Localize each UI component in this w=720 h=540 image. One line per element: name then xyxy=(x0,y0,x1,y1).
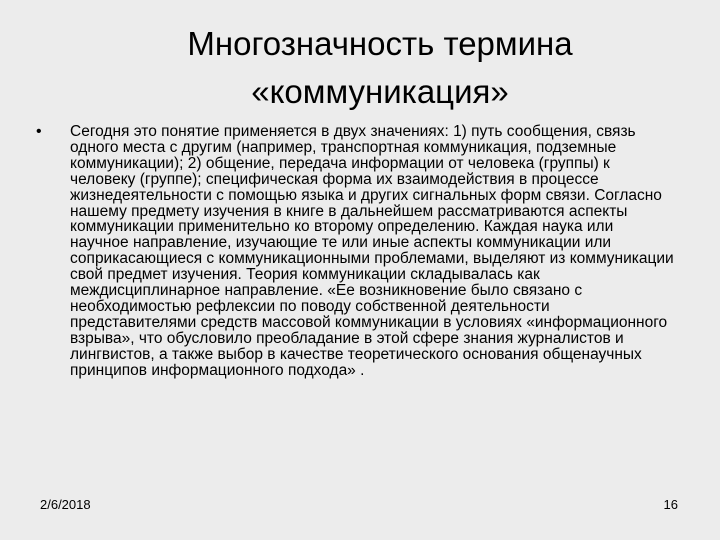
page-number: 16 xyxy=(663,497,678,512)
footer-date: 2/6/2018 xyxy=(40,497,91,512)
slide-title-line-2: «коммуникация» xyxy=(251,73,509,110)
slide-title xyxy=(90,20,670,116)
slide-body xyxy=(36,124,676,379)
slide-title-line-1: Многозначность термина xyxy=(187,25,573,62)
bullet-icon: • xyxy=(36,123,42,140)
bullet-text: Сегодня это понятие применяется в двух значениях: 1) путь сообщения, связь одного места с другим (например, транспортная коммуникация, подземные коммуникации); 2) общение, передача информации от человека (группы) к человеку (группе); специфическая форма их взаимодействия в процессе жизнедеятельности с помощью языка и других сигнальных форм связи. Согласно нашему предмету изучения в книге в дальнейшем рассматриваются аспекты коммуникации применительно ко второму определению. Каждая наука или научное направление, изучающие те или иные аспекты коммуникации или соприкасающиеся с коммуникационными проблемами, выделяют из коммуникации свой предмет изучения. Теория коммуникации складывалась как междисциплинарное направление. «Ее возникновение было связано с необходимостью рефлексии по поводу собственной деятельности представителями средств массовой коммуникации в условиях «информационного взрыва», что обусловило преобладание в этой сфере знания журналистов и лингвистов, а также выбор в качестве теоретического основания общенаучных принципов информационного подхода» . xyxy=(70,123,674,379)
bullet-item xyxy=(36,124,676,379)
